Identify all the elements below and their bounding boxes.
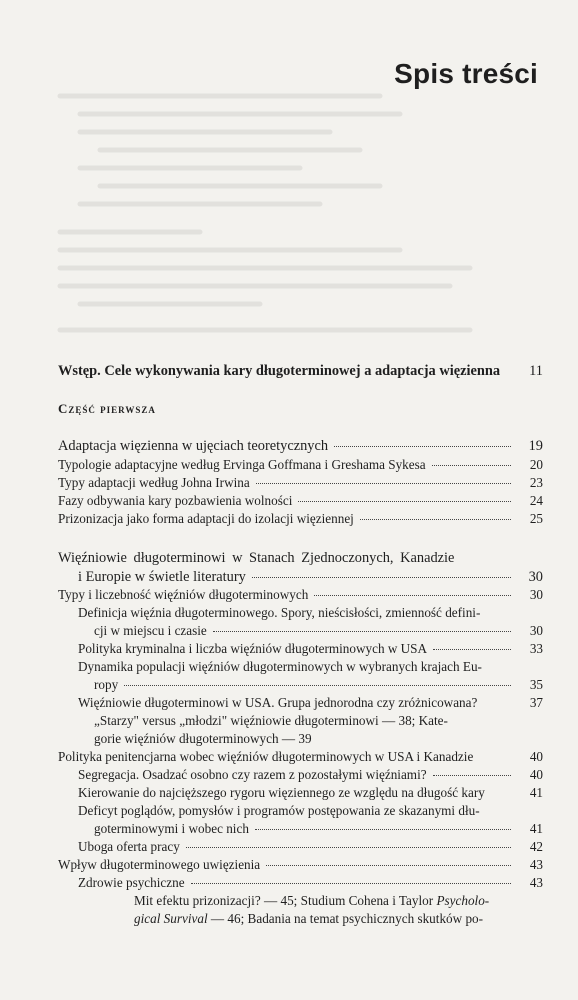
toc-item: cji w miejscu i czasie 30: [94, 623, 543, 638]
leader-dots: [213, 631, 511, 632]
toc-item: Prizonizacja jako forma adaptacji do izolacji więziennej 25: [58, 511, 543, 526]
leader-dots: [191, 883, 511, 884]
toc-item: Wpływ długoterminowego uwięzienia 43: [58, 857, 543, 872]
toc-item: Typy i liczebność więźniów długoterminowych 30: [58, 587, 543, 602]
toc-item: Więźniowie długoterminowi w USA. Grupa jednorodna czy zróżnicowana? 37: [78, 695, 543, 710]
toc-item: Polityka penitencjarna wobec więźniów długoterminowych w USA i Kanadzie 40: [58, 749, 543, 764]
bleed-through-text: [0, 0, 578, 340]
leader-dots: [255, 829, 511, 830]
toc-item: Polityka kryminalna i liczba więźniów długoterminowych w USA 33: [78, 641, 543, 656]
leader-dots: [360, 519, 511, 520]
leader-dots: [314, 595, 511, 596]
toc-item: Zdrowie psychiczne 43: [78, 875, 543, 890]
leader-dots: [298, 501, 511, 502]
toc-chapter-1: [58, 437, 543, 455]
toc-intro: [58, 362, 543, 380]
toc-item: Uboga oferta pracy 42: [78, 839, 543, 854]
toc-chapter-2: [78, 568, 543, 586]
chapter-1-title: Adaptacja więzienna w ujęciach teoretycznych: [58, 438, 329, 454]
toc-item-line: Definicja więźnia długoterminowego. Spory, nieścisłości, zmienność defini-: [78, 605, 481, 620]
chapter-2-title-line-2: i Europie w świetle literatury: [78, 569, 246, 585]
leader-dots: [256, 483, 511, 484]
toc-item: ropy 35: [94, 677, 543, 692]
leader-dots: [252, 577, 511, 578]
leader-dots: [266, 865, 511, 866]
leader-dots: [433, 775, 511, 776]
toc-item: goterminowymi i wobec nich 41: [94, 821, 543, 836]
toc-intro-page: 11: [529, 363, 543, 379]
toc-item-line: Deficyt poglądów, pomysłów i programów postępowania ze skazanymi dłu-: [78, 803, 480, 818]
leader-dots: [186, 847, 511, 848]
toc-item: Fazy odbywania kary pozbawienia wolności 24: [58, 493, 543, 508]
toc-item: Segregacja. Osadzać osobno czy razem z pozostałymi więźniami? 40: [78, 767, 543, 782]
leader-dots: [432, 465, 511, 466]
leader-dots: [124, 685, 511, 686]
leader-dots: [433, 649, 511, 650]
toc-item-line: Dynamika populacji więźniów długoterminowych w wybranych krajach Eu-: [78, 659, 482, 674]
toc-subitem-line: gorie więźniów długoterminowych — 39: [94, 731, 312, 746]
chapter-2-title-line-1: Więźniowie długoterminowi w Stanach Zjednoczonych, Kanadzie: [58, 550, 455, 566]
toc-subitem-line: gical Survival — 46; Badania na temat psychicznych skutków po-: [134, 911, 484, 926]
leader-dots: [334, 446, 511, 447]
toc-item: Typy adaptacji według Johna Irwina 23: [58, 475, 543, 490]
toc-item: Kierowanie do najcięższego rygoru więziennego ze względu na długość kary 41: [78, 785, 543, 800]
chapter-2-page: 30: [528, 569, 543, 585]
toc-subitem-line: „Starzy" versus „młodzi" więźniowie długoterminowi — 38; Kate-: [94, 713, 448, 728]
toc-intro-title: Wstęp. Cele wykonywania kary długoterminowej a adaptacja więzienna: [58, 363, 501, 379]
toc-item: Typologie adaptacyjne według Ervinga Goffmana i Greshama Sykesa 20: [58, 457, 543, 472]
part-label: Część pierwsza: [58, 401, 156, 416]
chapter-1-page: 19: [528, 438, 543, 454]
toc-subitem-line: Mit efektu prizonizacji? — 45; Studium Cohena i Taylor Psycholo-: [134, 893, 490, 908]
page-title: Spis treści: [394, 58, 538, 89]
